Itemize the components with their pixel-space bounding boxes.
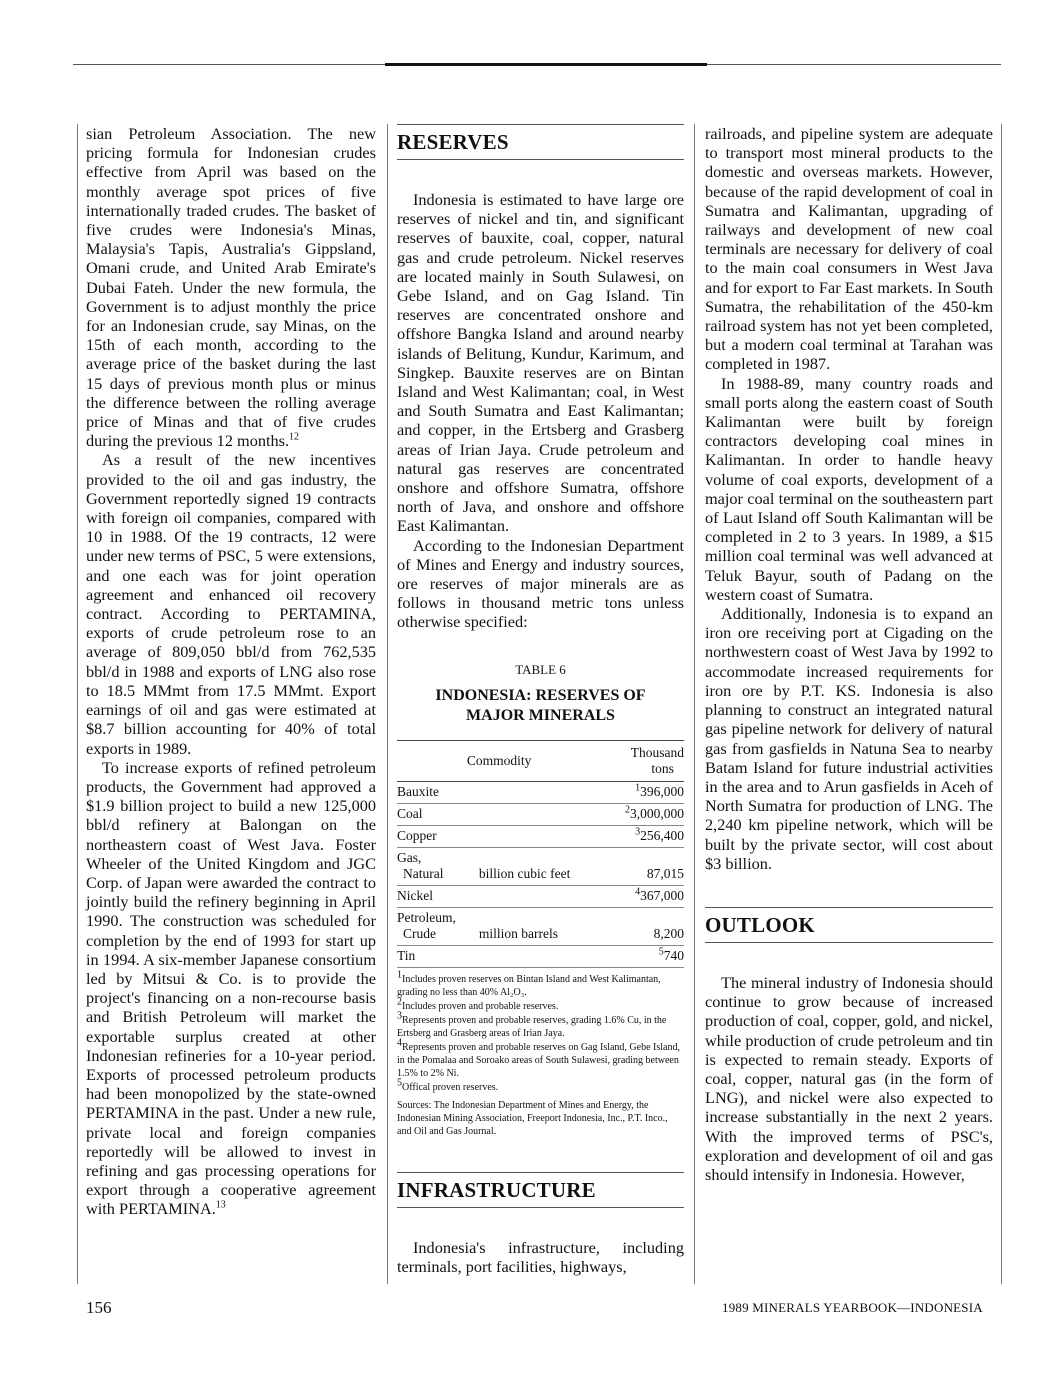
table-row	[397, 885, 684, 907]
unit-cell	[475, 781, 601, 803]
column-rule-middle-left	[387, 124, 388, 1284]
unit-cell	[475, 803, 601, 825]
footnote: $^3$Represents proven and probable reserves, grading 1.6% Cu, in the Ertsberg and Grasberg areas of Irian Jaya.	[397, 1010, 667, 1039]
footnote-ref: 3	[635, 826, 641, 838]
column-1	[86, 124, 376, 1219]
footnote: $^1$Includes proven reserves on Bintan Island and West Kalimantan, grading no less than 40% Al₂O₃.	[397, 969, 661, 998]
value-cell: $^5$740	[601, 945, 684, 967]
table-row	[397, 781, 684, 803]
commodity-cell: Petroleum, Crude	[397, 907, 475, 945]
commodity-cell: Nickel	[397, 885, 475, 907]
section-heading-outlook: OUTLOOK	[705, 907, 993, 943]
commodity-cell: Copper	[397, 825, 475, 847]
column-rule-right	[1001, 124, 1002, 1284]
value-cell: $^4$367,000	[601, 885, 684, 907]
value-cell: 87,015	[601, 847, 684, 885]
table-label: TABLE 6	[515, 661, 566, 677]
column-rule-middle-right	[694, 124, 695, 1284]
column-rule-left	[77, 124, 78, 1284]
footnote-ref: 1	[635, 782, 641, 794]
footnote-ref: 2	[625, 804, 630, 816]
table-row	[397, 945, 684, 967]
page-number: 156	[86, 1298, 112, 1317]
footnote-ref: 5	[658, 946, 664, 958]
commodity-cell: Gas, Natural	[397, 847, 475, 885]
paragraph: In 1988-89, many country roads and small ports along the eastern coast of South Kalimantan were built by foreign contractors developing coal mines in Kalimantan. In order to handle heavy volume of coal exports, development of a major coal terminal on the southeastern part of Laut Island off South Kalimantan will be completed in 2 to 3 years. In 1989, a $15 million coal terminal was well advanced at Teluk Bayur, south of Padang on the western coast of Sumatra.	[705, 373, 993, 604]
table-row	[397, 907, 684, 945]
commodity-cell: Tin	[397, 945, 475, 967]
value-cell: $^3$256,400	[601, 825, 684, 847]
unit-cell: billion cubic feet	[475, 847, 601, 885]
paragraph: sian Petroleum Association. The new pricing formula for Indonesian crudes effective from April was based on the monthly average spot prices of five internationally traded crudes. The basket of five crudes were Indonesia's Minas, Malaysia's Tapis, Australia's Gippsland, Omani crude, and United Arab Emirate's Dubai Fateh. Under the new formula, the Government is to adjust monthly the price for an Indonesian crude, say Minas, on the 15th of each month, according to the average price of the basket during the last 15 days of previous month plus or minus the difference between the rolling average price of Minas and that of five crudes during the previous 12 months.$^{12}$	[86, 124, 376, 451]
paragraph: railroads, and pipeline system are adequate to transport most mineral products to the domestic and overseas markets. However, because of the rapid development of coal in Sumatra and Kalimantan, upgrading of railways and development of new coal terminals are necessary for delivery of coal to the main coal consumers in West Java and for export to Far East markets. In South Sumatra, the rehabilitation of the 450-km railroad system has not yet been completed, but a modern coal terminal at Tarahan was completed in 1987.	[705, 124, 993, 374]
table-sources: Sources: The Indonesian Department of Mines and Energy, the Indonesian Mining Association, Freeport Indonesia, Inc., P.T. Inco., and Oil and Gas Journal.	[397, 1099, 668, 1137]
footnote-ref: 4	[635, 886, 641, 898]
column-3	[705, 124, 993, 1184]
table-6	[397, 662, 684, 1138]
paragraph: The mineral industry of Indonesia should continue to grow because of increased production of coal, copper, gold, and nickel, while production of crude petroleum and tin is expected to remain steady. Exports of coal, copper, natural gas (in the form of LNG), and nickel were also expected to increase substantially in the next 2 years. With the improved terms of PSC's, exploration and development of oil and gas should intensify in Indonesia. However,	[705, 972, 993, 1184]
footnote-ref: 13	[215, 1199, 226, 1211]
section-heading-reserves: RESERVES	[397, 124, 684, 160]
table-row	[397, 847, 684, 885]
commodity-cell: Bauxite	[397, 781, 475, 803]
unit-cell	[475, 945, 601, 967]
running-footer: 1989 MINERALS YEARBOOK—INDONESIA	[722, 1300, 983, 1315]
column-header-commodity: Commodity	[397, 740, 601, 781]
value-cell: $^2$3,000,000	[601, 803, 684, 825]
paragraph: Indonesia is estimated to have large ore reserves of nickel and tin, and significant reserves of bauxite, coal, copper, natural gas and crude petroleum. Nickel reserves are located mainly in South Sulawesi, on Gebe Island, and on Gag Island. Tin reserves are concentrated onshore and offshore Bangka Island and around nearby islands of Belitung, Kundur, Karimum, and Singkep. Bauxite reserves are on Bintan Island and West Kalimantan; coal, in West and South Sumatra and East Kalimantan; and copper, in the Ertsberg and Grasberg areas of Irian Jaya. Crude petroleum and natural gas reserves are concentrated onshore and offshore Sumatra, offshore north of Java, and onshore and offshore East Kalimantan.	[397, 190, 684, 536]
section-heading-infrastructure: INFRASTRUCTURE	[397, 1172, 684, 1208]
column-2	[397, 124, 684, 1276]
value-cell: $^1$396,000	[601, 781, 684, 803]
table-title: INDONESIA: RESERVES OF MAJOR MINERALS	[435, 686, 646, 724]
paragraph: Additionally, Indonesia is to expand an iron ore receiving port at Cigading on the northwestern coast of West Java by 1992 to accommodate increased requirements for iron ore by P.T. KS. Indonesia is also planning to construct an integrated natural gas pipeline network for delivery of natural gas from gasfields in Natuna Sea to nearby Batam Island for future industrial activities in the area and to Arun gasfields in Aceh of North Sumatra for production of LNG. The 2,240 km pipeline network, which will be built by the private sector, will cost about $3 billion.	[705, 604, 993, 873]
unit-cell: million barrels	[475, 907, 601, 945]
paragraph: Indonesia's infrastructure, including terminals, port facilities, highways,	[397, 1237, 684, 1276]
footnote-ref: 12	[289, 431, 300, 443]
paragraph: According to the Indonesian Department of Mines and Energy and industry sources, ore reserves of major minerals are as follows in thousand metric tons unless otherwise specified:	[397, 535, 684, 632]
footnote: $^2$Includes proven and probable reserves.	[397, 996, 559, 1012]
footnote: $^4$Represents proven and probable reserves on Gag Island, Gebe Island, in the Pomalaa and Soroako areas of South Sulawesi, grading between 1.5% to 2% Ni.	[397, 1037, 680, 1079]
paragraph: To increase exports of refined petroleum products, the Government had approved a $1.9 billion project to build a new 125,000 bbl/d refinery at Balongan on the northeastern coast of West Java. Foster Wheeler of the United Kingdom and JGC Corp. of Japan were awarded the contract to jointly build the refinery beginning in April 1990. The construction was scheduled for completion by the end of 1993 for start up in 1994. A six-member Japanese consortium led by Mitsui & Co. is to provide the project's financing on a non-recourse basis and British Petroleum will market the exportable surplus created at other Indonesian refineries for a 10-year period. Exports of processed petroleum products had been monopolized by the state-owned PERTAMINA in the past. Under a new rule, private local and foreign companies reportedly will be allowed to invest in refining and gas processing operations for export through a cooperative agreement with PERTAMINA.$^{13}$	[86, 757, 376, 1219]
unit-cell	[475, 825, 601, 847]
value-cell: 8,200	[601, 907, 684, 945]
commodity-cell: Coal	[397, 803, 475, 825]
table-footnotes	[397, 969, 684, 1094]
table-row	[397, 825, 684, 847]
column-header-units: Thousand tons	[601, 740, 684, 781]
reserves-table	[397, 740, 684, 968]
paragraph: As a result of the new incentives provided to the oil and gas industry, the Government reportedly signed 19 contracts with foreign oil companies, compared with 10 in 1988. Of the 19 contracts, 12 were under new terms of PSC, 5 were extensions, and one each was for joint operation agreement and enhanced oil recovery contract. According to PERTAMINA, exports of crude petroleum rose to an average of 809,050 bbl/d from 762,535 bbl/d in 1988 and exports of LNG also rose to 18.5 MMmt from 17.5 MMmt. Export earnings of oil and gas were estimated at $8.7 billion accounting for 40% of total exports in 1989.	[86, 450, 376, 758]
header-rule-accent	[385, 63, 707, 66]
unit-cell	[475, 885, 601, 907]
table-row	[397, 803, 684, 825]
footnote: $^5$Offical proven reserves.	[397, 1077, 499, 1093]
